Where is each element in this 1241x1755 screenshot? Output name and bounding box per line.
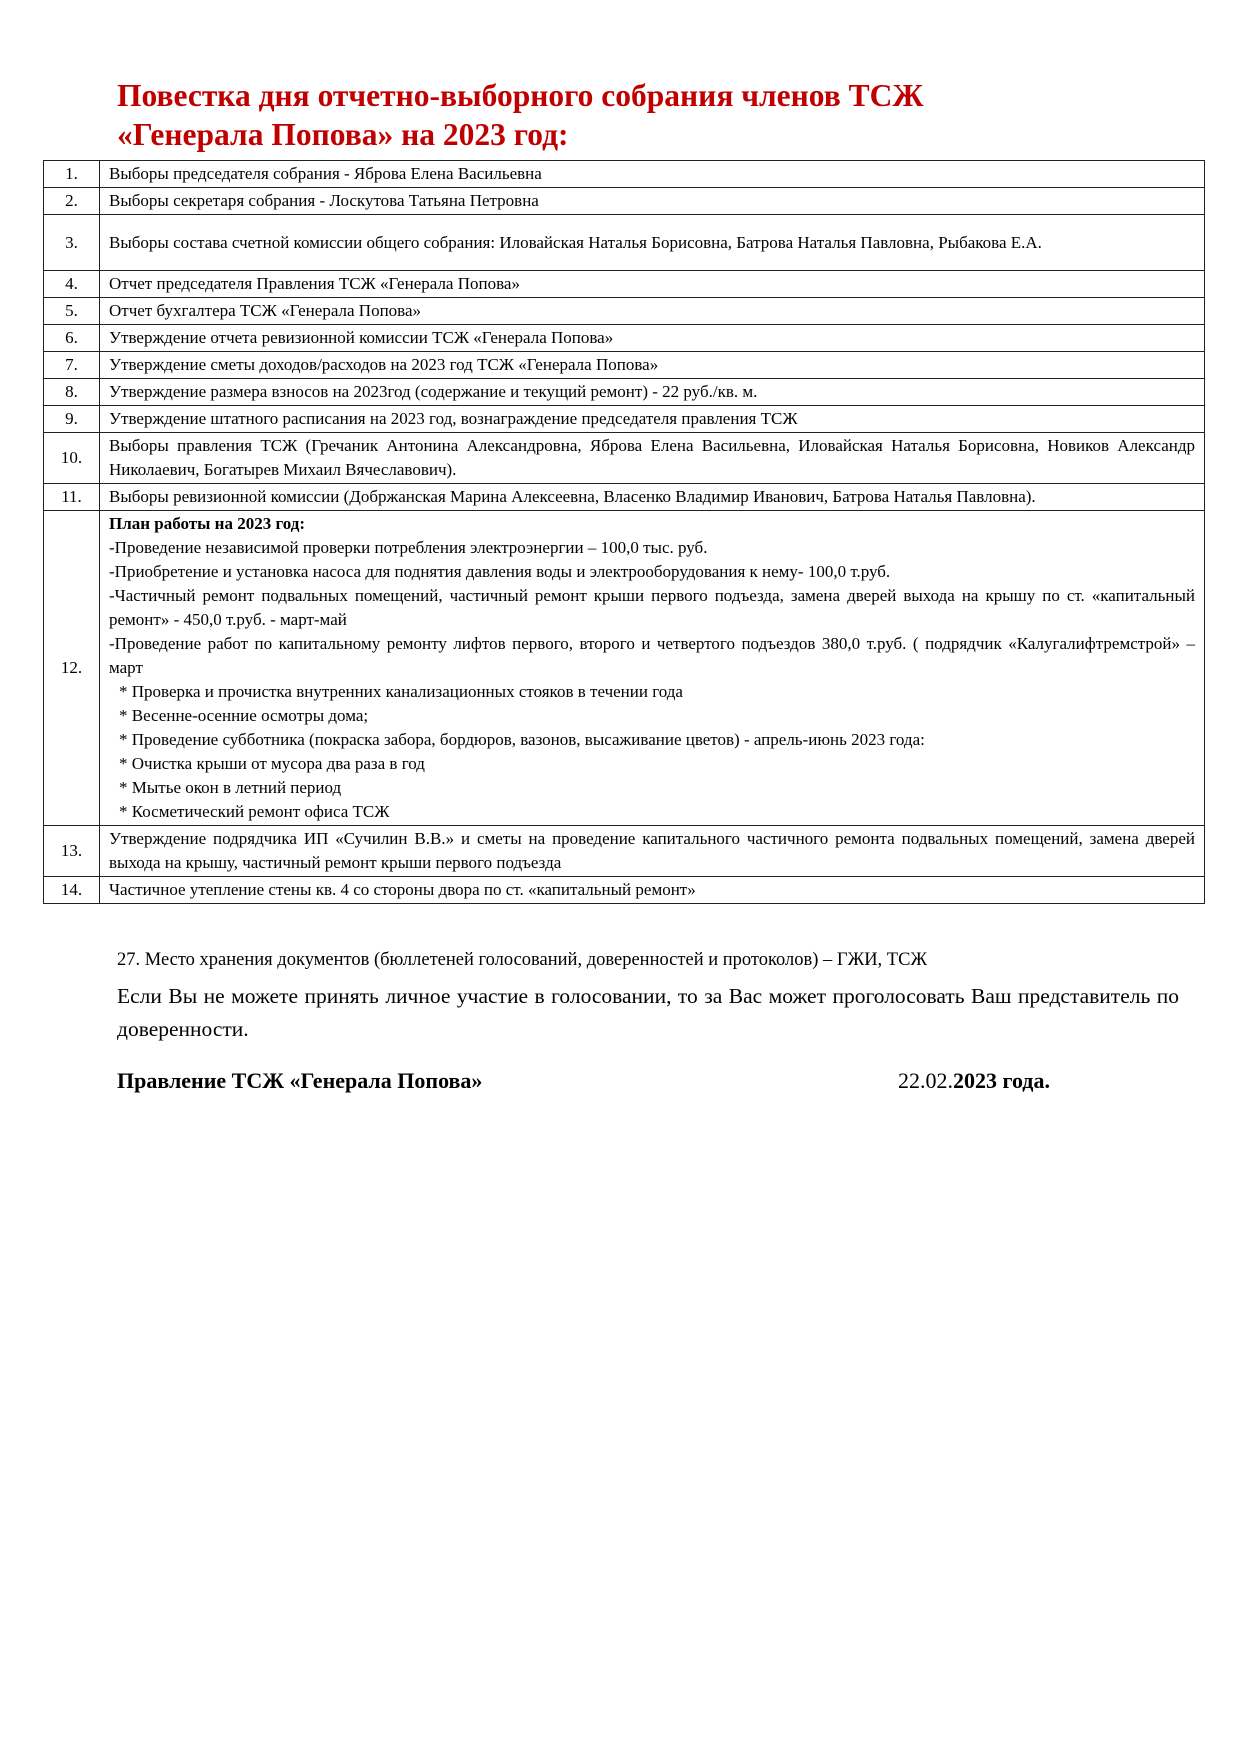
- signature-date-day: 22.02.: [898, 1068, 953, 1093]
- agenda-row-3: [44, 215, 1205, 271]
- agenda-text: Выборы ревизионной комиссии (Добржанская Марина Алексеевна, Власенко Владимир Иванович, Батрова Наталья Павловна).: [100, 484, 1205, 511]
- agenda-row-12: [44, 511, 1205, 826]
- agenda-text: Утверждение размера взносов на 2023год (содержание и текущий ремонт) - 22 руб./кв. м.: [100, 379, 1205, 406]
- agenda-text: Утверждение штатного расписания на 2023 год, вознаграждение председателя правления ТСЖ: [100, 406, 1205, 433]
- work-plan-item: -Частичный ремонт подвальных помещений, частичный ремонт крыши первого подъезда, замена дверей выхода на крышу по ст. «капитальный ремонт» - 450,0 т.руб. - март-май: [109, 586, 1195, 629]
- agenda-row-13: [44, 826, 1205, 877]
- agenda-text: Частичное утепление стены кв. 4 со стороны двора по ст. «капитальный ремонт»: [100, 877, 1205, 904]
- agenda-text: Выборы секретаря собрания - Лоскутова Татьяна Петровна: [100, 188, 1205, 215]
- agenda-number: 10.: [44, 433, 100, 484]
- agenda-text: Утверждение отчета ревизионной комиссии ТСЖ «Генерала Попова»: [100, 325, 1205, 352]
- board-signature: Правление ТСЖ «Генерала Попова»: [117, 1068, 483, 1093]
- work-plan-bullet: * Мытье окон в летний период: [119, 778, 342, 797]
- agenda-row-14: [44, 877, 1205, 904]
- agenda-text: Выборы правления ТСЖ (Гречаник Антонина Александровна, Яброва Елена Васильевна, Иловайская Наталья Борисовна, Новиков Александр Николаевич, Богатырев Михаил Вячеславович).: [100, 433, 1205, 484]
- title-line-1: Повестка дня отчетно-выборного собрания членов ТСЖ: [117, 78, 924, 113]
- work-plan-bullet: * Проведение субботника (покраска забора, бордюров, вазонов, высаживание цветов) - апрель-июнь 2023 года:: [119, 730, 925, 749]
- title-line-2: «Генерала Попова» на 2023 год:: [117, 117, 569, 152]
- agenda-row-6: [44, 325, 1205, 352]
- work-plan: [100, 511, 1205, 826]
- signature-date-year: 2023 года.: [953, 1068, 1050, 1093]
- agenda-row-1: [44, 161, 1205, 188]
- agenda-text: Отчет председателя Правления ТСЖ «Генерала Попова»: [100, 271, 1205, 298]
- agenda-number: 14.: [44, 877, 100, 904]
- agenda-number: 6.: [44, 325, 100, 352]
- agenda-row-2: [44, 188, 1205, 215]
- agenda-row-10: [44, 433, 1205, 484]
- agenda-text: Утверждение подрядчика ИП «Сучилин В.В.» и сметы на проведение капитального частичного ремонта подвальных помещений, замена дверей выхода на крышу, частичный ремонт крыши первого подъезда: [100, 826, 1205, 877]
- document-title: [117, 76, 1157, 154]
- work-plan-bullet: * Проверка и прочистка внутренних канализационных стояков в течении года: [119, 682, 683, 701]
- agenda-row-8: [44, 379, 1205, 406]
- agenda-number: 4.: [44, 271, 100, 298]
- agenda-number: 13.: [44, 826, 100, 877]
- work-plan-bullet: * Весенне-осенние осмотры дома;: [119, 706, 369, 725]
- agenda-number: 8.: [44, 379, 100, 406]
- agenda-number: 12.: [44, 511, 100, 826]
- agenda-number: 5.: [44, 298, 100, 325]
- work-plan-item: -Проведение работ по капитальному ремонту лифтов первого, второго и четвертого подъездов 380,0 т.руб. ( подрядчик «Калугалифтремстрой» – март: [109, 634, 1195, 677]
- agenda-number: 2.: [44, 188, 100, 215]
- agenda-row-5: [44, 298, 1205, 325]
- work-plan-item: -Проведение независимой проверки потребления электроэнергии – 100,0 тыс. руб.: [109, 538, 708, 557]
- agenda-number: 9.: [44, 406, 100, 433]
- agenda-row-9: [44, 406, 1205, 433]
- work-plan-bullet: * Очистка крыши от мусора два раза в год: [119, 754, 425, 773]
- agenda-table: [43, 160, 1205, 904]
- agenda-text: Выборы состава счетной комиссии общего собрания: Иловайская Наталья Борисовна, Батрова Наталья Павловна, Рыбакова Е.А.: [100, 215, 1205, 271]
- work-plan-item: -Приобретение и установка насоса для поднятия давления воды и электрооборудования к нему- 100,0 т.руб.: [109, 562, 891, 581]
- agenda-row-7: [44, 352, 1205, 379]
- agenda-row-11: [44, 484, 1205, 511]
- agenda-row-4: [44, 271, 1205, 298]
- work-plan-title: План работы на 2023 год:: [109, 514, 306, 533]
- agenda-text: Утверждение сметы доходов/расходов на 2023 год ТСЖ «Генерала Попова»: [100, 352, 1205, 379]
- agenda-number: 3.: [44, 215, 100, 271]
- signature-date: [898, 1068, 1050, 1094]
- agenda-number: 11.: [44, 484, 100, 511]
- agenda-number: 1.: [44, 161, 100, 188]
- proxy-voting-note: Если Вы не можете принять личное участие в голосовании, то за Вас может проголосовать Ваш представитель по доверенности.: [117, 984, 1179, 1041]
- work-plan-bullet: * Косметический ремонт офиса ТСЖ: [119, 802, 390, 821]
- document-storage-note: 27. Место хранения документов (бюллетеней голосований, доверенностей и протоколов) – ГЖИ, ТСЖ: [117, 950, 928, 970]
- agenda-text: Выборы председателя собрания - Яброва Елена Васильевна: [100, 161, 1205, 188]
- agenda-text: Отчет бухгалтера ТСЖ «Генерала Попова»: [100, 298, 1205, 325]
- agenda-number: 7.: [44, 352, 100, 379]
